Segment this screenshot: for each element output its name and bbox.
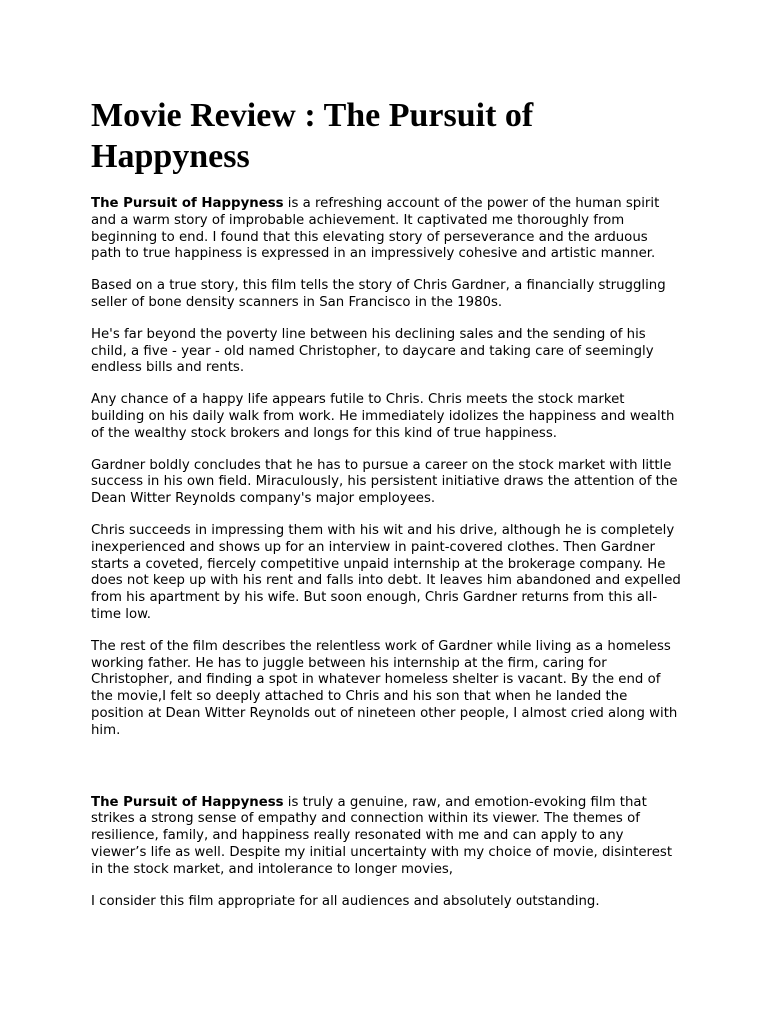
- paragraph-spacer: [91, 755, 681, 795]
- paragraph-conclusion-text: is truly a genuine, raw, and emotion-evoking film that strikes a strong sense of empathy and connection within its viewer. The themes of resilience, family, and happiness really resonated with me and can apply to any viewer’s life as well. Despite my initial uncertainty with my choice of movie, disinterest in the stock market, and intolerance to longer movies,: [91, 794, 673, 877]
- page-title: Movie Review : The Pursuit of Happyness: [91, 97, 534, 175]
- paragraph-4: Any chance of a happy life appears futile to Chris. Chris meets the stock market building on his daily walk from work. He immediately idolizes the happiness and wealth of the wealthy stock brokers and longs for this kind of true happiness.: [91, 392, 675, 441]
- paragraph-final: I consider this film appropriate for all audiences and absolutely outstanding.: [91, 893, 600, 909]
- paragraph-7: The rest of the film describes the relentless work of Gardner while living as a homeless working father. He has to juggle between his internship at the firm, caring for Christopher, and finding a spot in whatever homeless shelter is vacant. By the end of the movie,I felt so deeply attached to Chris and his son that when he landed the position at Dean Witter Reynolds out of nineteen other people, I almost cried along with him.: [91, 638, 678, 738]
- film-title-bold-2: The Pursuit of Happyness: [91, 794, 284, 810]
- paragraph-intro-text: is a refreshing account of the power of the human spirit and a warm story of improbable achievement. It captivated me thoroughly from beginning to end. I found that this elevating story of perseverance and the arduous path to true happiness is expressed in an impressively cohesive and artistic manner.: [91, 196, 660, 262]
- paragraph-5: Gardner boldly concludes that he has to pursue a career on the stock market with little success in his own field. Miraculously, his persistent initiative draws the attention of the Dean Witter Reynolds company's major employees.: [91, 457, 678, 507]
- paragraph-2: Based on a true story, this film tells the story of Chris Gardner, a financially struggling seller of bone density scanners in San Francisco in the 1980s.: [91, 278, 666, 310]
- film-title-bold: The Pursuit of Happyness: [91, 196, 284, 211]
- paragraph-3: He's far beyond the poverty line between his declining sales and the sending of his child, a five - year - old named Christopher, to daycare and taking care of seemingly endless bills and rents.: [91, 326, 654, 376]
- paragraph-6: Chris succeeds in impressing them with his wit and his drive, although he is completely inexperienced and shows up for an interview in paint-covered clothes. Then Gardner starts a coveted, fiercely competitive unpaid internship at the brokerage company. He does not keep up with his rent and falls into debt. It leaves him abandoned and expelled from his apartment by his wife. But soon enough, Chris Gardner returns from this all-time low.: [91, 522, 681, 622]
- document-page: [91, 95, 681, 925]
- paragraph-conclusion: [91, 795, 681, 879]
- paragraph-intro: [91, 196, 681, 263]
